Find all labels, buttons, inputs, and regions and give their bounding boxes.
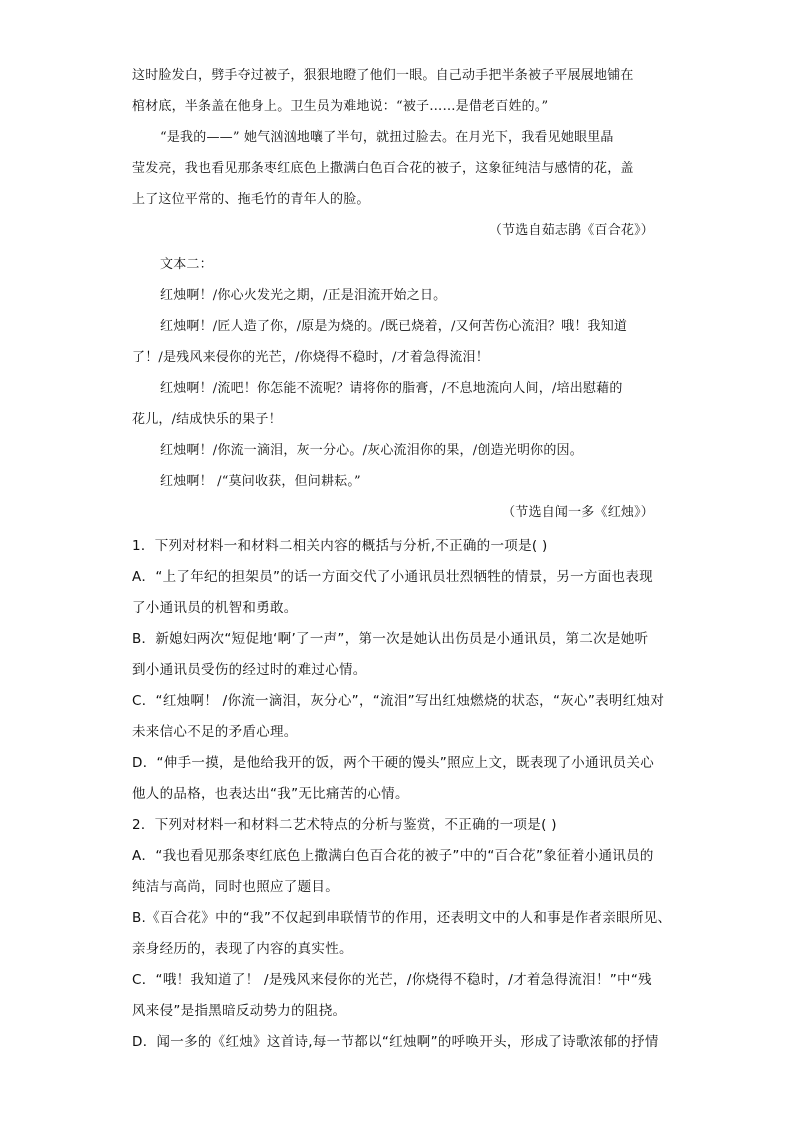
passage1-line-5: 上了这位平常的、拖毛竹的青年人的脸。 <box>132 192 370 207</box>
question-1-option-d: D．“伸手一摸，是他给我开的饭，两个干硬的馒头”照应上文，既表现了小通讯员关心 <box>132 755 655 771</box>
question-2-option-d: D．闻一多的《红烛》这首诗,每一节都以“红烛啊”的呼唤开头，形成了诗歌浓郁的抒情 <box>132 1034 659 1050</box>
passage1-line-2: 棺材底，半条盖在他身上。卫生员为难地说：“被子……是借老百姓的。” <box>132 99 549 114</box>
passage2-line-4: 红烛啊！/流吧！你怎能不流呢？请将你的脂膏，/不息地流向人间，/培出慰藉的 <box>160 381 623 396</box>
passage1-line-1: 这时脸发白，劈手夺过被子，狠狠地瞪了他们一眼。自己动手把半条被子平展展地铺在 <box>132 68 634 83</box>
question-1-option-c: C．“红烛啊！ /你流一滴泪，灰分心”，“流泪”写出红烛燃烧的状态，“灰心”表明红烛对 <box>132 693 665 709</box>
question-1-option-b: B．新媳妇两次“短促地‘啊’了一声”，第一次是她认出伤员是小通讯员，第二次是她听 <box>132 631 649 647</box>
question-2-option-b: B.《百合花》中的“我”不仅起到串联情节的作用，还表明文中的人和事是作者亲眼所见、 <box>132 910 672 926</box>
question-2-option-a-cont: 纯洁与高尚，同时也照应了题目。 <box>132 879 339 895</box>
question-2-option-b-cont: 亲身经历的，表现了内容的真实性。 <box>132 941 353 957</box>
passage1-line-3: “是我的——” 她气汹汹地嚷了半句，就扭过脸去。在月光下，我看见她眼里晶 <box>160 130 614 145</box>
passage2-line-6: 红烛啊！/你流一滴泪，灰一分心。/灰心流泪你的果，/创造光明你的因。 <box>160 443 583 458</box>
question-1-option-d-cont: 他人的品格，也表达出“我”无比痛苦的心情。 <box>132 786 409 802</box>
passage2-line-2: 红烛啊！/匠人造了你，/原是为烧的。/既已烧着，/又何苦伤心流泪？哦！我知道 <box>160 319 628 334</box>
question-1-stem: 1．下列对材料一和材料二相关内容的概括与分析,不正确的一项是( ) <box>132 538 548 554</box>
passage1-source: （节选自茹志鹃《百合花》） <box>488 223 654 238</box>
passage2-source: （节选自闻一多《红烛》） <box>502 505 654 520</box>
question-1-option-b-cont: 到小通讯员受伤的经过时的难过心情。 <box>132 662 367 678</box>
question-2-option-a: A．“我也看见那条枣红底色上撒满白色百合花的被子”中的“百合花”象征着小通讯员的 <box>132 848 654 864</box>
question-1-option-a: A．“上了年纪的担架员”的话一方面交代了小通讯员壮烈牺牲的情景，另一方面也表现 <box>132 569 653 585</box>
passage2-heading: 文本二： <box>160 257 213 272</box>
question-2-stem: 2．下列对材料一和材料二艺术特点的分析与鉴赏，不正确的一项是( ) <box>132 817 557 833</box>
passage2-line-3: 了！/是残风来侵你的光芒，/你烧得不稳时，/才着急得流泪！ <box>132 350 489 365</box>
question-1-option-a-cont: 了小通讯员的机智和勇敢。 <box>132 600 298 616</box>
question-1-option-c-cont: 未来信心不足的矛盾心理。 <box>132 724 298 740</box>
passage2-line-5: 花儿，/结成快乐的果子！ <box>132 412 282 427</box>
question-2-option-c-cont: 风来侵”是指黑暗反动势力的阻挠。 <box>132 1003 347 1019</box>
passage1-line-4: 莹发亮，我也看见那条枣红底色上撒满白色百合花的被子，这象征纯洁与感情的花，盖 <box>132 161 634 176</box>
question-2-option-c: C．“哦！我知道了！ /是残风来侵你的光芒，/你烧得不稳时，/才着急得流泪！”中“残 <box>132 972 652 988</box>
passage2-line-7: 红烛啊！ /“莫问收获，但问耕耘。” <box>160 474 361 489</box>
passage2-line-1: 红烛啊！/你心火发光之期，/正是泪流开始之日。 <box>160 288 447 303</box>
